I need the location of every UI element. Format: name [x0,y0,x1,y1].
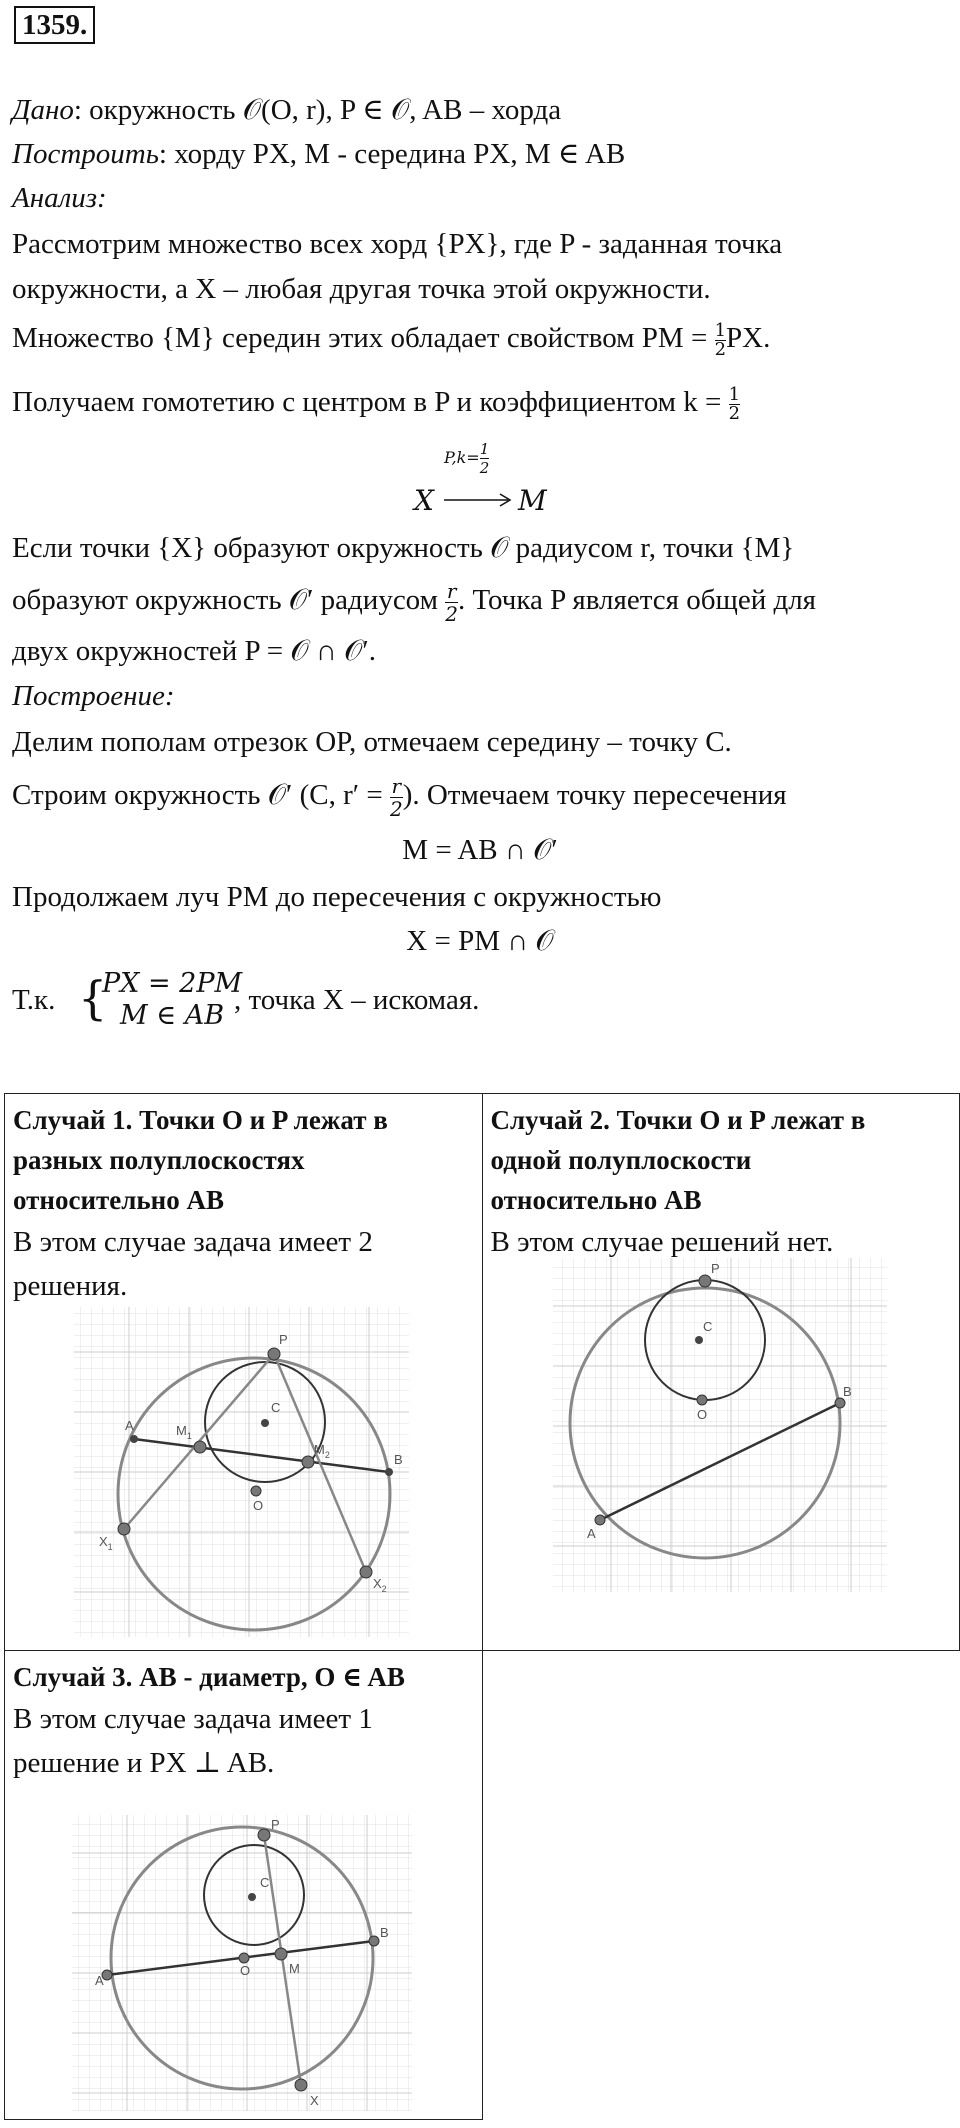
label-o: O [240,1963,251,1978]
homothety-mapping: P,k= $\frac{1}{2}$ X M [414,440,547,517]
label-a: A [586,1526,596,1541]
label-b: B [380,1925,389,1940]
analysis2-line-1: Если точки {X} образуют окружность 𝒪 радиусом r, точки {M} [12,532,795,564]
case-1-figure [69,1302,419,1642]
case-1 [5,1094,482,1650]
fraction-half-k: $\frac{1}{2}$ [728,383,741,424]
construction-label: Построение: [12,680,175,712]
label-a: A [95,1973,104,1988]
label-c: C [271,1400,281,1415]
case-1-text: В этом случае задача имеет 2 решения. [13,1226,373,1302]
label-x: X [310,2093,319,2108]
label-x2: $X_2$ [373,1576,387,1594]
label-m1: $M_1$ [176,1423,192,1441]
construct-line: Построить: хорду PX, M - середина PX, M ∈ AB [12,138,626,170]
case-1-title: Случай 1. Точки O и P лежат в разных полуплоскостях относительно AB [13,1105,388,1215]
case-2 [483,1094,960,1650]
label-c: C [702,1319,712,1334]
label-o: O [253,1498,264,1513]
label-p: P [271,1817,280,1832]
analysis-label: Анализ: [12,182,107,214]
arrow-icon [442,490,514,510]
label-m2: $M_2$ [314,1442,330,1460]
analysis2-line-2: образуют окружность 𝒪′ радиусом $\frac{r}{2}$ . Точка P является общей для [12,579,817,626]
case-2-figure [551,1256,891,1596]
label-m: M [289,1961,300,1976]
system-brace: { [78,971,108,1025]
conclusion-suffix: , точка X – искомая. [234,984,480,1016]
case-3-text: В этом случае задача имеет 1 решение и PX ⊥ AB. [13,1703,373,1779]
fraction-half: $\frac{1}{2}$ [714,319,727,360]
case-2-title: Случай 2. Точки O и P лежат в одной полуплоскости относительно AB [490,1105,866,1215]
construction-formula-2: X = PM ∩ 𝒪 [406,925,554,957]
label-o: O [696,1407,707,1422]
given-line: Дано: окружность 𝒪(O, r), P ∈ 𝒪, AB – хорда [12,94,562,126]
construction-line-3: Продолжаем луч PM до пересечения с окружностью [12,881,662,913]
analysis-line-2: окружности, а X – любая другая точка этой окружности. [12,273,711,305]
construction-line-1: Делим пополам отрезок OP, отмечаем середину – точку C. [12,726,732,758]
construction-line-2: Строим окружность 𝒪′ (C, r′ = $\frac{r}{2}$ ). Отмечаем точку пересечения [12,774,787,821]
label-b: B [394,1452,403,1467]
case-3-figure [67,1813,419,2113]
label-x1: $X_1$ [99,1534,113,1552]
label-c: C [260,1875,270,1890]
label-p: P [279,1332,288,1347]
system-equations: PX = 2PM M ∈ AB [102,968,243,1031]
problem-number: 1359. [14,6,95,44]
conclusion-line: Т.к. [12,984,56,1016]
label-a: A [125,1418,134,1433]
label-p: P [710,1261,720,1276]
case-2-text: В этом случае решений нет. [490,1226,834,1258]
analysis2-line-3: двух окружностей P = 𝒪 ∩ 𝒪′. [12,635,376,667]
label-b: B [842,1384,852,1399]
construction-formula-1: M = AB ∩ 𝒪′ [402,834,558,866]
cases-table [4,1093,960,2120]
case-3-title: Случай 3. AB - диаметр, O ∈ AB [13,1662,405,1692]
analysis-line-1: Рассмотрим множество всех хорд {PX}, где P - заданная точка [12,228,783,260]
analysis-line-3: Множество {M} середин этих обладает свойством PM = $\frac{1}{2}$ PX. [12,319,771,360]
analysis-line-4: Получаем гомотетию с центром в P и коэффициентом k = $\frac{1}{2}$ [12,383,741,424]
case-3 [5,1651,482,2119]
